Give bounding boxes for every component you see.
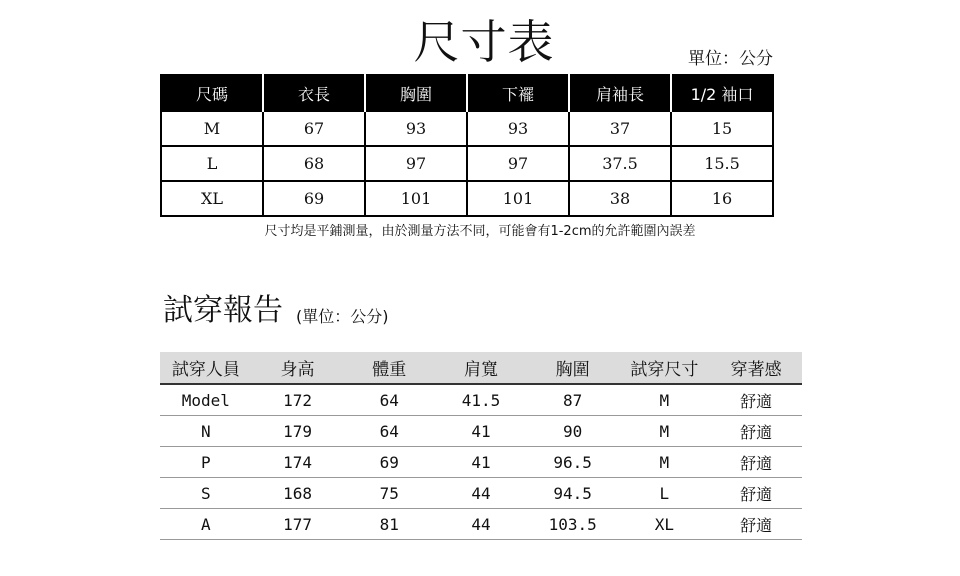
table-cell: 69 bbox=[343, 447, 435, 478]
table-cell: 87 bbox=[527, 384, 619, 416]
fit-report-header-row bbox=[160, 352, 802, 384]
table-row bbox=[160, 509, 802, 540]
table-cell: 103.5 bbox=[527, 509, 619, 540]
table-cell: Model bbox=[160, 384, 252, 416]
table-cell: 101 bbox=[467, 181, 569, 216]
size-chart-unit: 單位：公分 bbox=[688, 49, 773, 69]
table-cell: 15 bbox=[671, 111, 773, 146]
table-cell: 16 bbox=[671, 181, 773, 216]
fit-header-weight: 體重 bbox=[343, 352, 435, 384]
table-cell: 67 bbox=[263, 111, 365, 146]
size-chart-header-row bbox=[161, 75, 773, 111]
size-header-cuff: 1/2 袖口 bbox=[671, 75, 773, 111]
table-cell: 41.5 bbox=[435, 384, 527, 416]
table-cell: 64 bbox=[343, 416, 435, 447]
table-cell: P bbox=[160, 447, 252, 478]
table-cell: 101 bbox=[365, 181, 467, 216]
table-cell: S bbox=[160, 478, 252, 509]
table-cell: 41 bbox=[435, 416, 527, 447]
table-cell: 90 bbox=[527, 416, 619, 447]
table-row bbox=[160, 384, 802, 416]
table-cell: 97 bbox=[365, 146, 467, 181]
table-cell: 舒適 bbox=[710, 416, 802, 447]
table-row bbox=[160, 416, 802, 447]
table-cell: M bbox=[619, 416, 711, 447]
size-header-size: 尺碼 bbox=[161, 75, 263, 111]
table-cell: 41 bbox=[435, 447, 527, 478]
table-cell: XL bbox=[161, 181, 263, 216]
table-row bbox=[161, 181, 773, 216]
table-row bbox=[161, 146, 773, 181]
table-cell: 舒適 bbox=[710, 384, 802, 416]
size-chart-title: 尺寸表 bbox=[413, 15, 555, 69]
table-row bbox=[161, 111, 773, 146]
size-header-chest: 胸圍 bbox=[365, 75, 467, 111]
size-header-hem: 下襬 bbox=[467, 75, 569, 111]
table-cell: L bbox=[619, 478, 711, 509]
fit-header-size: 試穿尺寸 bbox=[619, 352, 711, 384]
table-cell: 64 bbox=[343, 384, 435, 416]
size-header-shoulder-sleeve: 肩袖長 bbox=[569, 75, 671, 111]
fit-header-feel: 穿著感 bbox=[710, 352, 802, 384]
table-cell: 舒適 bbox=[710, 447, 802, 478]
fit-report-table bbox=[160, 352, 802, 540]
table-cell: 172 bbox=[252, 384, 344, 416]
table-cell: 97 bbox=[467, 146, 569, 181]
table-cell: XL bbox=[619, 509, 711, 540]
table-cell: 94.5 bbox=[527, 478, 619, 509]
table-cell: 44 bbox=[435, 478, 527, 509]
table-cell: 37 bbox=[569, 111, 671, 146]
fit-report-unit: (單位：公分) bbox=[296, 307, 389, 326]
table-cell: 179 bbox=[252, 416, 344, 447]
fit-header-shoulder: 肩寬 bbox=[435, 352, 527, 384]
table-cell: 68 bbox=[263, 146, 365, 181]
table-cell: 177 bbox=[252, 509, 344, 540]
table-cell: 174 bbox=[252, 447, 344, 478]
table-cell: 38 bbox=[569, 181, 671, 216]
size-chart-table bbox=[160, 74, 774, 217]
table-cell: 舒適 bbox=[710, 509, 802, 540]
table-cell: N bbox=[160, 416, 252, 447]
table-cell: 75 bbox=[343, 478, 435, 509]
table-cell: M bbox=[619, 384, 711, 416]
fit-header-chest: 胸圍 bbox=[527, 352, 619, 384]
table-row bbox=[160, 478, 802, 509]
fit-header-height: 身高 bbox=[252, 352, 344, 384]
table-cell: 96.5 bbox=[527, 447, 619, 478]
table-cell: 37.5 bbox=[569, 146, 671, 181]
table-cell: 15.5 bbox=[671, 146, 773, 181]
fit-header-person: 試穿人員 bbox=[160, 352, 252, 384]
size-header-length: 衣長 bbox=[263, 75, 365, 111]
table-cell: M bbox=[161, 111, 263, 146]
fit-report-title: 試穿報告 bbox=[163, 293, 283, 328]
table-cell: 舒適 bbox=[710, 478, 802, 509]
table-cell: 93 bbox=[467, 111, 569, 146]
table-cell: 168 bbox=[252, 478, 344, 509]
table-cell: 69 bbox=[263, 181, 365, 216]
table-cell: L bbox=[161, 146, 263, 181]
table-cell: A bbox=[160, 509, 252, 540]
measurement-note: 尺寸均是平鋪測量，由於測量方法不同，可能會有1-2cm的允許範圍內誤差 bbox=[264, 224, 696, 239]
table-cell: 81 bbox=[343, 509, 435, 540]
table-cell: M bbox=[619, 447, 711, 478]
table-cell: 93 bbox=[365, 111, 467, 146]
table-cell: 44 bbox=[435, 509, 527, 540]
table-row bbox=[160, 447, 802, 478]
